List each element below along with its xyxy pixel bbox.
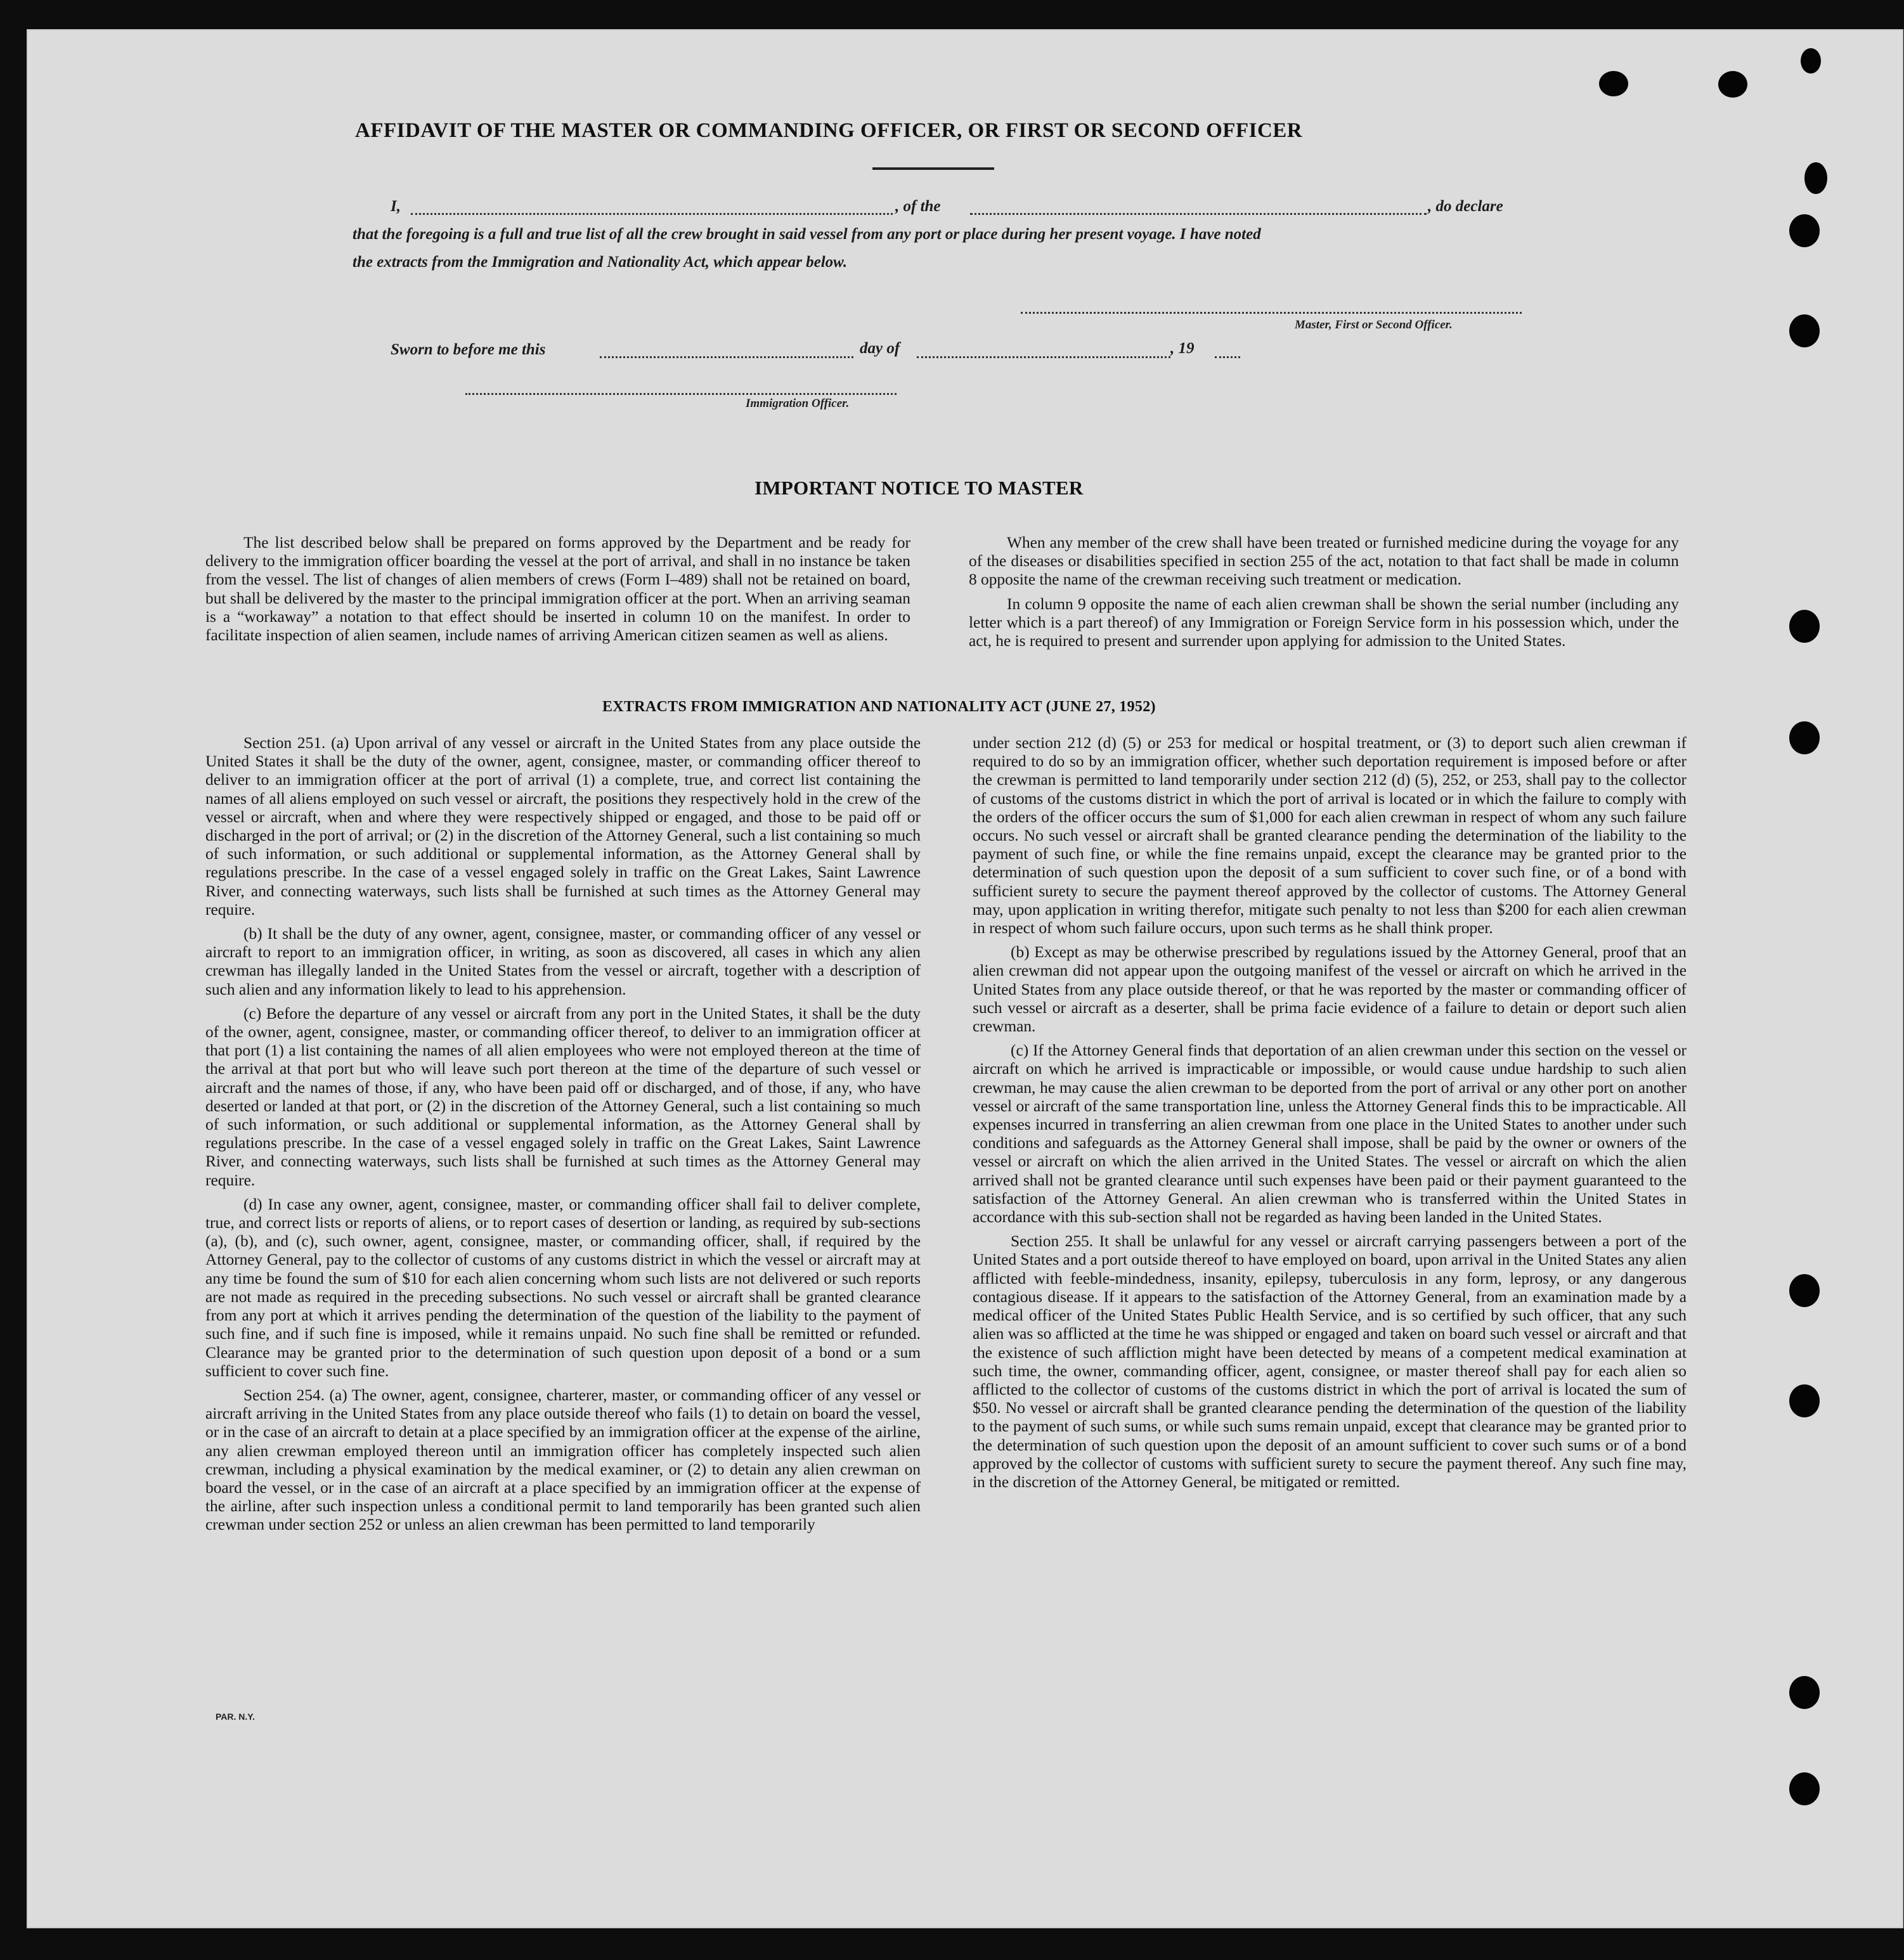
punch-hole [1789, 721, 1820, 754]
affidavit-do-declare-label: , do declare [1428, 198, 1503, 215]
year-field-line[interactable] [1215, 356, 1240, 358]
extracts-title: EXTRACTS FROM IMMIGRATION AND NATIONALITY ACT (JUNE 27, 1952) [602, 699, 1156, 715]
notice-title: IMPORTANT NOTICE TO MASTER [754, 477, 1084, 499]
affidavit-title: AFFIDAVIT OF THE MASTER OR COMMANDING OFFICER, OR FIRST OR SECOND OFFICER [355, 119, 1303, 142]
punch-hole [1789, 1772, 1820, 1805]
printer-mark: PAR. N.Y. [216, 1712, 255, 1722]
notice-left-paragraph: The list described below shall be prepared on forms approved by the Department and be ready for delivery to the immigration officer boarding the vessel at the port of arrival, and shall in no instance be taken from the vessel. The list of changes of alien members of crews (Form I–489) shall not be retained on board, but shall be delivered by the master to the principal immigration officer at the port. When an arriving seaman is a “workaway” a notation to that effect should be inserted in column 10 on the manifest. In order to facilitate inspection of alien seamen, include names of arriving American citizen seamen as well as aliens. [205, 534, 910, 645]
day-of-label: day of [860, 340, 900, 357]
vessel-field-line[interactable] [970, 213, 1427, 215]
year-label: , 19 [1170, 340, 1195, 357]
section-254-b: (b) Except as may be otherwise prescribed by regulations issued by the Attorney General, proof that an alien crewman did not appear upon the outgoing manifest of the vessel or aircraft on which he arrived in the United States from any place outside thereof, or that he was reported by the master or commanding officer of such vessel or aircraft as a deserter, shall be prima facie evidence of a failure to detain or deport such alien crewman. [973, 943, 1687, 1036]
sworn-label: Sworn to before me this [391, 341, 546, 358]
extracts-left-column [205, 734, 921, 1540]
notice-right-paragraph-1: When any member of the crew shall have been treated or furnished medicine during the voyage for any of the diseases or disabilities specified in section 255 of the act, notation to that fact shall be made in column 8 opposite the name of the crewman receiving such treatment or medication. [969, 534, 1679, 589]
name-field-line[interactable] [411, 213, 893, 215]
notice-right-column [969, 534, 1679, 656]
affidavit-of-the-label: , of the [895, 198, 941, 215]
notice-right-paragraph-2: In column 9 opposite the name of each alien crewman shall be shown the serial number (including any letter which is a part thereof) of any Immigration or Foreign Service form in his possession which, under the act, he is required to present and surrender upon applying for admission to the United States. [969, 595, 1679, 650]
title-underline [872, 167, 994, 170]
immigration-officer-label: Immigration Officer. [746, 397, 850, 410]
punch-hole [1718, 71, 1747, 98]
punch-hole [1789, 1384, 1820, 1417]
sworn-day-field-line[interactable] [600, 356, 853, 358]
section-254-a-cont: under section 212 (d) (5) or 253 for medical or hospital treatment, or (3) to deport such alien crewman if required to do so by an immigration officer, whether such deportation requirement is imposed before or after the crewman is permitted to land temporarily under section 212 (d) (5), 252, or 253, shall pay to the collector of customs of the customs district in which the port of arrival is located or in which the failure to comply with the orders of the officer occurs the sum of $1,000 for each alien crewman in respect of whom any such failure occurs. No such vessel or aircraft shall be granted clearance pending the determination of the liability to the payment of such fine, or while the fine remains unpaid, except the clearance may be granted prior to the determination of such question upon the deposit of a sum sufficient to cover such fine, or of a bond with sufficient surety to secure the payment thereof approved by the collector of customs. The Attorney General may, upon application in writing therefor, mitigate such penalty to not less than $200 for each alien crewman in respect of whom such failure occurs, upon such terms as he shall think proper. [973, 734, 1687, 938]
affidavit-i-label: I, [391, 198, 401, 215]
punch-hole [1599, 71, 1628, 96]
month-field-line[interactable] [917, 356, 1170, 358]
section-251-c: (c) Before the departure of any vessel or aircraft from any port in the United States, it shall be the duty of the owner, agent, consignee, master, or commanding officer thereof, to deliver to an immigration officer at that port (1) a list containing the names of all alien employees who were not employed thereon at the time of the arrival at that port but who will leave such port thereon at the time of the departure of such vessel or aircraft and the names of those, if any, who have been paid off or discharged, and of those, if any, who have deserted or landed at that port, or (2) in the discretion of the Attorney General, such a list containing so much of such information, or such additional or supplemental information, as the Attorney General shall by regulations prescribe. In the case of a vessel engaged solely in traffic on the Great Lakes, Saint Lawrence River, and connecting waterways, such lists shall be furnished at such times as the Attorney General may require. [205, 1004, 921, 1189]
punch-hole [1789, 1274, 1820, 1307]
immigration-officer-signature-line[interactable] [465, 393, 897, 395]
section-251-d: (d) In case any owner, agent, consignee, master, or commanding officer shall fail to deliver complete, true, and correct lists or reports of aliens, or to report cases of desertion or landing, as required by sub-sections (a), (b), and (c), such owner, agent, consignee, master, or commanding officer, shall, if required by the Attorney General, pay to the collector of customs of any customs district in which the vessel or aircraft may at any time be found the sum of $10 for each alien concerning whom such lists are not delivered or such reports are not made as required in the preceding subsections. No such vessel or aircraft shall be granted clearance from any port at which it arrives pending the determination of the question of the liability to the payment of such fine, and if such fine is imposed, while it remains unpaid. No such fine shall be remitted or refunded. Clearance may be granted prior to the determination of such question upon deposit of a bond or a sum sufficient to cover such fine. [205, 1195, 921, 1380]
punch-hole [1804, 162, 1827, 194]
affidavit-line-2: that the foregoing is a full and true list of all the crew brought in said vessel from any port or place during her present voyage. I have noted [353, 226, 1261, 243]
section-251-a: Section 251. (a) Upon arrival of any vessel or aircraft in the United States from any place outside the United States it shall be the duty of the owner, agent, consignee, master, or commanding officer thereof to deliver to an immigration officer at the port of arrival (1) a complete, true, and correct list containing the names of all aliens employed on such vessel or aircraft, the positions they respectively hold in the crew of the vessel or aircraft, when and where they were respectively shipped or engaged, and those to be paid off or discharged in the port of arrival; or (2) in the discretion of the Attorney General, such a list containing so much of such information, or such additional or supplemental information, as the Attorney General shall by regulations prescribe. In the case of a vessel engaged solely in traffic on the Great Lakes, Saint Lawrence River, and connecting waterways, such lists shall be furnished at such times as the Attorney General may require. [205, 734, 921, 919]
punch-hole [1789, 214, 1820, 247]
section-254-a: Section 254. (a) The owner, agent, consignee, charterer, master, or commanding officer of any vessel or aircraft arriving in the United States from any place outside thereof who fails (1) to detain on board the vessel, or in the case of an aircraft to detain at a place specified by an immigration officer at the expense of the airline, any alien crewman employed thereon until an immigration officer has completely inspected such alien crewman, including a physical examination by the medical examiner, or (2) to detain any alien crewman on board the vessel, or in the case of an aircraft at a place specified by an immigration officer at the expense of the airline, after such inspection unless a conditional permit to land temporarily has been granted such alien crewman under section 252 or unless an alien crewman has been permitted to land temporarily [205, 1386, 921, 1534]
punch-hole [1789, 314, 1820, 347]
punch-hole [1789, 1676, 1820, 1709]
master-signature-line[interactable] [1021, 312, 1522, 314]
section-254-c: (c) If the Attorney General finds that deportation of an alien crewman under this section on the vessel or aircraft on which he arrived is impracticable or impossible, or would cause undue hardship to such alien crewman, he may cause the alien crewman to be deported from the port of arrival or any other port on another vessel or aircraft of the same transportation line, unless the Attorney General finds this to be impracticable. All expenses incurred in transferring an alien crewman from one place in the United States to another under such conditions and safeguards as the Attorney General shall impose, shall be paid by the owner or owners of the vessel or aircraft on which the alien arrived in the United States. The vessel or aircraft on which the alien arrived shall not be granted clearance until such expenses have been paid or their payment guaranteed to the satisfaction of the Attorney General. An alien crewman who is transferred within the United States in accordance with this sub-section shall not be regarded as having been landed in the United States. [973, 1041, 1687, 1227]
punch-hole [1789, 610, 1820, 643]
extracts-right-column [973, 734, 1687, 1497]
section-251-b: (b) It shall be the duty of any owner, agent, consignee, master, or commanding officer of any vessel or aircraft to report to an immigration officer, in writing, as soon as discovered, all cases in which any alien crewman has illegally landed in the United States from the vessel or aircraft, together with a description of such alien and any information likely to lead to his apprehension. [205, 925, 921, 998]
punch-hole [1801, 48, 1821, 74]
notice-left-column [205, 534, 910, 650]
section-255: Section 255. It shall be unlawful for any vessel or aircraft carrying passengers between a port of the United States and a port outside thereof to have employed on board, upon arrival in the United States any alien afflicted with feeble-mindedness, insanity, epilepsy, tuberculosis in any form, leprosy, or any dangerous contagious disease. If it appears to the satisfaction of the Attorney General, from an examination made by a medical officer of the United States Public Health Service, and is so certified by such officer, that any such alien was so afflicted at the time he was shipped or engaged and taken on board such vessel or aircraft and that the existence of such affliction might have been detected by means of a competent medical examination at such time, the owner, commanding officer, agent, consignee, or master thereof shall pay for each alien so afflicted to the collector of customs of the customs district in which the port of arrival is located the sum of $50. No vessel or aircraft shall be granted clearance pending the determination of the question of the liability to the payment of such sums, or while such sums remain unpaid, except that clearance may be granted prior to the determination of such question upon the deposit of an amount sufficient to cover such sums or of a bond approved by the collector of customs with sufficient surety to secure the payment thereof. Any such fine may, in the discretion of the Attorney General, be mitigated or remitted. [973, 1232, 1687, 1491]
master-signature-label: Master, First or Second Officer. [1295, 318, 1453, 332]
affidavit-line-3: the extracts from the Immigration and Nationality Act, which appear below. [353, 254, 848, 271]
